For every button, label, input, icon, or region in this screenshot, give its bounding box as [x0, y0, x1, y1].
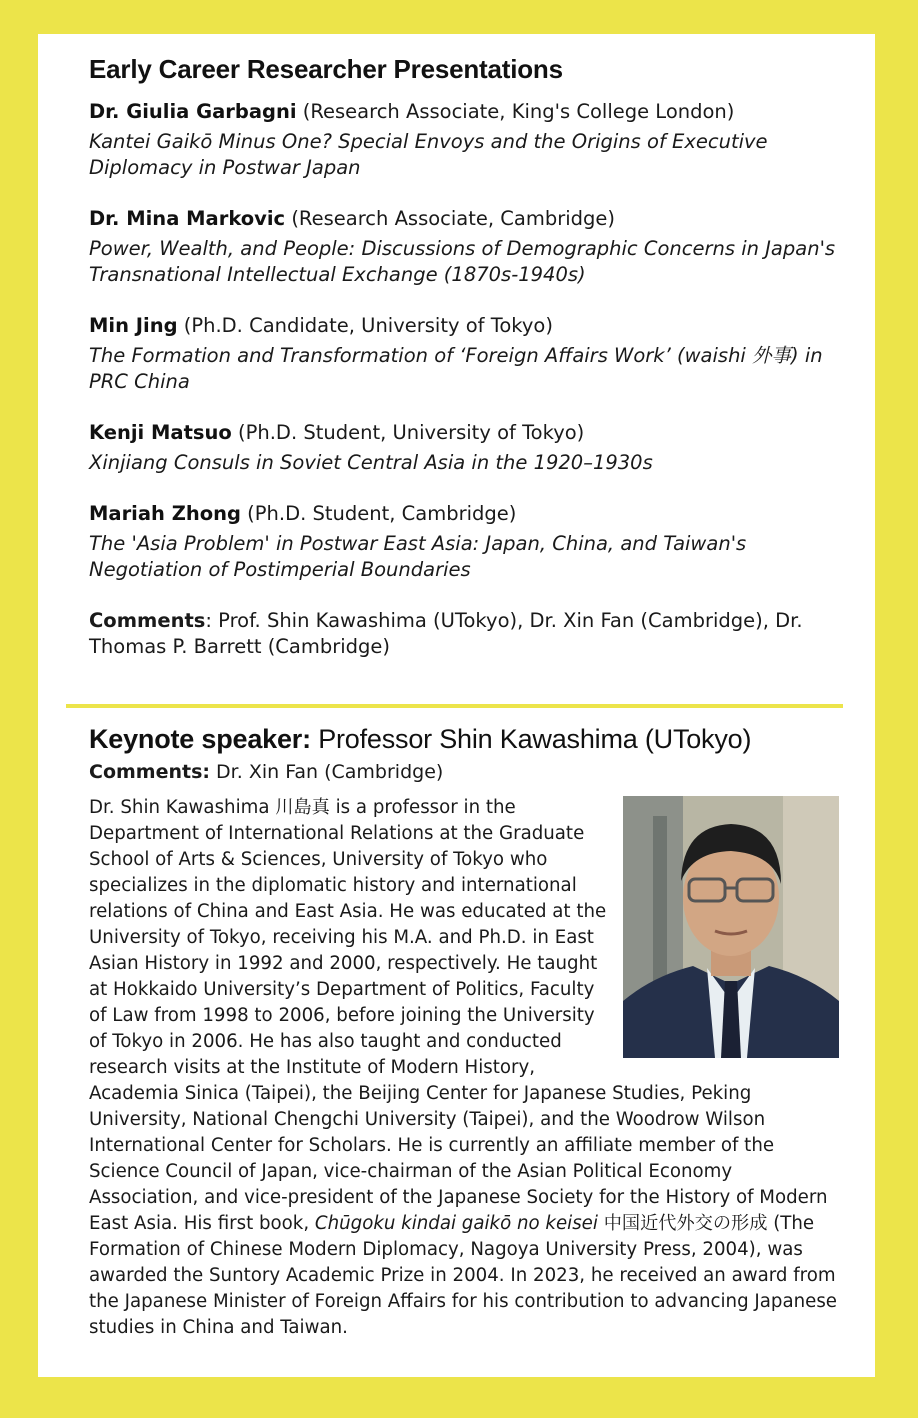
presenter-entry: [89, 99, 839, 181]
keynote-speaker: Professor Shin Kawashima (UTokyo): [310, 724, 752, 754]
keynote-comments: [89, 761, 839, 783]
speaker-portrait-image: [623, 796, 839, 1058]
flyer-page: [38, 34, 875, 1377]
presenter-affiliation: (Ph.D. Student, University of Tokyo): [231, 421, 585, 444]
keynote-comments-label: Comments:: [89, 761, 210, 783]
presentation-title: The Formation and Transformation of ‘Foreign Affairs Work’ (waishi 外事) in PRC China: [89, 344, 823, 393]
presenter-entry: [89, 501, 839, 583]
presenter-name: Kenji Matsuo: [89, 421, 232, 444]
presenter-name: Dr. Mina Markovic: [89, 207, 286, 230]
comments-label: Comments: [89, 609, 206, 632]
presenter-affiliation: (Ph.D. Candidate, University of Tokyo): [177, 314, 553, 337]
speaker-bio: [89, 795, 839, 1341]
speaker-photo: [623, 796, 839, 1058]
presenter-entry: [89, 420, 839, 476]
keynote-comments-text: Dr. Xin Fan (Cambridge): [210, 761, 444, 783]
presenter-affiliation: (Research Associate, Cambridge): [285, 207, 616, 230]
ecr-heading: Early Career Researcher Presentations: [89, 54, 563, 84]
presenter-entry: [89, 313, 839, 395]
keynote-label: Keynote speaker:: [89, 724, 311, 754]
book-title: Chūgoku kindai gaikō no keisei: [314, 1213, 598, 1234]
presentation-title: Kantei Gaikō Minus One? Special Envoys and the Origins of Executive Diplomacy in Postwar Japan: [89, 130, 768, 179]
section-divider: [66, 704, 843, 708]
presentation-title: Xinjiang Consuls in Soviet Central Asia in the 1920–1930s: [89, 451, 653, 474]
presentation-title: The 'Asia Problem' in Postwar East Asia: Japan, China, and Taiwan's Negotiation of Postimperial Boundaries: [89, 532, 747, 581]
ecr-section: [89, 54, 839, 660]
presenter-affiliation: (Ph.D. Student, Cambridge): [240, 502, 517, 525]
presenter-entry: [89, 206, 839, 288]
comments-text: : Prof. Shin Kawashima (UTokyo), Dr. Xin Fan (Cambridge), Dr. Thomas P. Barrett (Cambridge): [89, 609, 803, 658]
presenter-name: Min Jing: [89, 314, 178, 337]
presenter-name: Dr. Giulia Garbagni: [89, 100, 297, 123]
bio-text-continued: 中国近代外交の形成 (The Formation of Chinese Modern Diplomacy, Nagoya University Press, 2004), was awarded the Suntory Academic Prize in 2004. In 2023, he received an award from the Japanese Minister of Foreign Affairs for his contribution to advancing Japanese studies in China and Taiwan.: [89, 1213, 837, 1338]
presenter-name: Mariah Zhong: [89, 502, 241, 525]
keynote-section: [89, 724, 839, 1341]
bio-text: Dr. Shin Kawashima 川島真 is a professor in the Department of International Relations at the Graduate School of Arts & Sciences, University of Tokyo who specializes in the diplomatic history and international relations of China and East Asia. He was educated at the University of Tokyo, receiving his M.A. and Ph.D. in East Asian History in 1992 and 2000, respectively. He taught at Hokkaido University’s Department of Politics, Faculty of Law from 1998 to 2006, before joining the University of Tokyo in 2006. He has also taught and conducted research visits at the Institute of Modern History, Academia Sinica (Taipei), the Beijing Center for Japanese Studies, Peking University, National Chengchi University (Taipei), and the Woodrow Wilson International Center for Scholars. He is currently an affiliate member of the Science Council of Japan, vice-chairman of the Asian Political Economy Association, and vice-president of the Japanese Society for the History of Modern East Asia. His first book,: [89, 797, 828, 1234]
ecr-comments: [89, 608, 839, 660]
keynote-heading: [89, 724, 839, 755]
presenter-affiliation: (Research Associate, King's College London): [296, 100, 735, 123]
presentation-title: Power, Wealth, and People: Discussions of Demographic Concerns in Japan's Transnational Intellectual Exchange (1870s-1940s): [89, 237, 836, 286]
